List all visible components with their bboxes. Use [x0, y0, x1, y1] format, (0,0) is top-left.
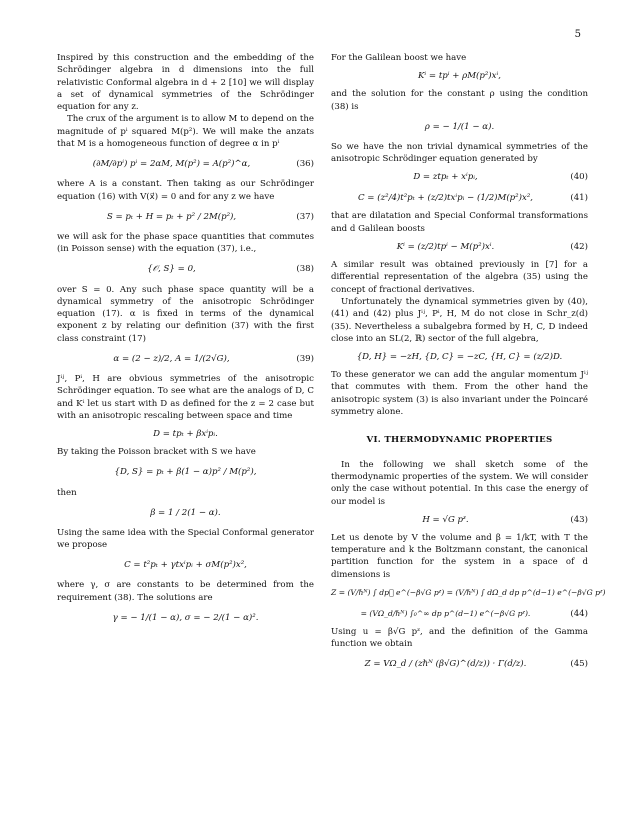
- equation-special-conformal: [57, 556, 314, 574]
- equation-number: (39): [296, 353, 314, 364]
- paragraph: Inspired by this construction and the embedding of the Schrödinger algebra in d dimensions into the full relativistic Conformal algebra in d + 2 [10] we will display a set of dynamical symmetries of the Schrödinger equation for any z.: [57, 53, 314, 113]
- paragraph: For the Galilean boost we have: [331, 53, 467, 63]
- paragraph: where A is a constant. Then taking as our Schrödinger equation (16) with V(x⃗) = 0 and for any z we have: [57, 179, 314, 202]
- equation-number: (44): [570, 608, 588, 619]
- equation-galilean-boost: [331, 67, 588, 85]
- equation-body: Z = VΩ_d / (zℏᴺ (β√G)^(d/z)) · Γ(d/z).: [364, 659, 527, 670]
- equation-algebra: [331, 348, 588, 366]
- paragraph: Let us denote by V the volume and β = 1/kT, with T the temperature and k the Boltzmann constant, the canonical partition function for the system in a space of d dimensions is: [331, 532, 588, 580]
- equation-rho: [331, 118, 588, 136]
- equation-number: (41): [570, 193, 588, 204]
- equation-39: [57, 350, 314, 368]
- paragraph: where γ, σ are constants to be determined from the requirement (38). The solutions are: [57, 580, 314, 603]
- equation-number: (37): [296, 211, 314, 222]
- equation-body: Kⁱ = tpⁱ + ρM(p²)xⁱ,: [418, 71, 501, 82]
- equation-body: = (VΩ_d/ℏᴺ) ∫₀^∞ dp p^(d−1) e^(−β√G pᶻ).: [360, 608, 531, 618]
- equation-body: {D, H} = −zH, {D, C} = −zC, {H, C} = (z/2)D.: [356, 352, 563, 362]
- paragraph: So we have the non trivial dynamical symmetries of the anisotropic Schrödinger equation generated by: [331, 141, 588, 165]
- equation-41: [331, 189, 588, 207]
- right-column: [331, 52, 606, 679]
- paragraph: then: [57, 487, 77, 498]
- equation-body: {D, S} = pₜ + β(1 − α)p² / M(p²),: [114, 467, 257, 478]
- equation-body: D = tpₜ + βxⁱpᵢ.: [153, 429, 218, 440]
- equation-body: H = √G pᶻ.: [422, 514, 469, 525]
- equation-44-line-1: [331, 584, 606, 602]
- equation-number: (43): [570, 514, 588, 525]
- paragraph: To these generator we can add the angular momentum Jⁱʲ that commutes with them. From the other hand the anisotropic system (3) is also invariant under the Poincaré symmetry alone.: [331, 370, 588, 418]
- equation-number: (36): [296, 159, 314, 170]
- equation-body: S = pₜ + H = pₜ + p² / 2M(p²),: [106, 211, 237, 222]
- equation-42: [331, 238, 588, 256]
- equation-body: β = 1 / 2(1 − α).: [150, 507, 221, 518]
- paragraph: Using the same idea with the Special Conformal generator we propose: [57, 527, 314, 551]
- equation-bracket: [57, 464, 314, 482]
- equation-body: α = (2 − z)/2, A = 1/(2√G),: [113, 353, 230, 364]
- equation-body: ρ = − 1/(1 − α).: [424, 121, 495, 132]
- equation-number: (42): [570, 241, 588, 252]
- paragraph: Jⁱʲ, Pⁱ, H are obvious symmetries of the anisotropic Schrödinger equation. To see what are the analogs of D, C and Kⁱ let us start with D as defined for the z = 2 case but with an anisotropic rescaling between space and time: [57, 374, 314, 421]
- paragraph: The crux of the argument is to allow M to depend on the magnitude of pⁱ squared M(p²). We will make the anzats that M is a homogeneous function of degree α in pⁱ: [57, 114, 314, 150]
- equation-body: (∂M/∂pⁱ) pⁱ = 2αM, M(p²) = A(p²)^α,: [92, 159, 251, 170]
- left-column: [57, 52, 314, 632]
- equation-36: [57, 155, 314, 173]
- equation-dilatation: [57, 425, 314, 443]
- equation-beta: [57, 504, 314, 522]
- section-heading: VI. THERMODYNAMIC PROPERTIES: [366, 435, 553, 446]
- equation-body: γ = − 1/(1 − α), σ = − 2/(1 − α)².: [112, 612, 259, 623]
- equation-body: Z = (V/ℏᴺ) ∫ dp⃗ e^(−β√G pᶻ) = (V/ℏᴺ) ∫ dΩ_d dp p^(d−1) e^(−β√G pᶻ): [331, 587, 606, 597]
- equation-44-line-2: [331, 605, 588, 623]
- paragraph: A similar result was obtained previously in [7] for a differential representation of the algebra (35) using the concept of fractional derivatives.: [331, 260, 588, 295]
- equation-45: [331, 656, 588, 674]
- equation-number: (38): [296, 264, 314, 275]
- equation-37: [57, 208, 314, 226]
- equation-number: (45): [570, 659, 588, 670]
- paragraph: In the following we shall sketch some of the thermodynamic properties of the system. We will consider only the case without potential. In this case the energy of our model is: [331, 459, 588, 507]
- equation-gamma-sigma: [57, 609, 314, 627]
- equation-43: [331, 511, 588, 529]
- equation-body: C = t²pₜ + γtxⁱpᵢ + σM(p²)x²,: [124, 560, 247, 571]
- equation-body: C = (z²/4)t²pₜ + (z/2)txⁱpᵢ − (1/2)M(p²)x²,: [358, 193, 533, 204]
- page-number: 5: [574, 29, 581, 40]
- paragraph: By taking the Poisson bracket with S we have: [57, 447, 256, 458]
- equation-number: (40): [570, 172, 588, 183]
- paragraph: that are dilatation and Special Conformal transformations and d Galilean boosts: [331, 211, 588, 234]
- equation-body: Kⁱ = (z/2)tpⁱ − M(p²)xⁱ.: [396, 241, 495, 252]
- paragraph: and the solution for the constant ρ using the condition (38) is: [331, 89, 588, 112]
- equation-40: [331, 168, 588, 186]
- paragraph: over S = 0. Any such phase space quantity will be a dynamical symmetry of the anisotropic Schrödinger equation (17). α is fixed in terms of the dynamical exponent z by relating our definition (37) with the first class constraint (17): [57, 284, 314, 344]
- equation-38: [57, 261, 314, 279]
- paragraph: we will ask for the phase space quantities that commutes (in Poisson sense) with the equation (37), i.e.,: [57, 231, 314, 255]
- equation-body: D = ztpₜ + xⁱpᵢ,: [413, 172, 478, 183]
- paragraph: Using u = β√G pᶻ, and the definition of the Gamma function we obtain: [331, 627, 588, 650]
- equation-body: {𝒪, S} = 0,: [147, 264, 196, 275]
- paragraph: Unfortunately the dynamical symmetries given by (40), (41) and (42) plus Jⁱʲ, Pⁱ, H, M do not close in Schr_z(d) (35). Nevertheless a subalgebra formed by H, C, D indeed close into an SL(2, ℝ) sector of the full algebra,: [331, 296, 588, 344]
